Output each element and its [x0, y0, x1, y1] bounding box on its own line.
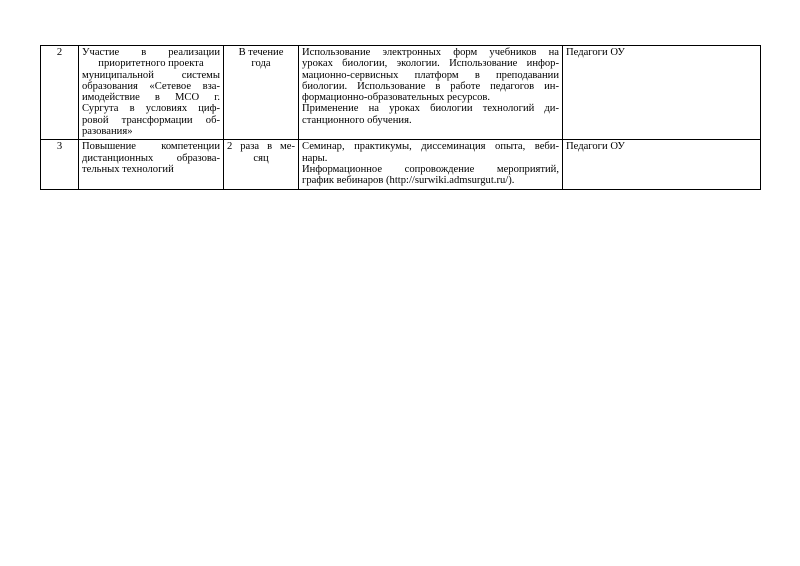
content-line: станционного обучения.: [302, 114, 412, 126]
event-line: Сургута в условиях циф-: [82, 103, 220, 115]
event-line: образования «Сетевое вза-: [82, 80, 220, 92]
time-line: сяц: [253, 152, 269, 164]
content-line: формационно-образовательных ресурсов.: [302, 92, 491, 104]
event-line: ровой трансформации об-: [82, 114, 220, 126]
event-line: муниципальной системы: [82, 69, 220, 81]
content-cell: [299, 46, 563, 140]
content-line: мационно-сервисных платформ в преподавании: [302, 69, 559, 81]
event-line: Участие в реализации: [82, 47, 220, 58]
time-cell: [224, 46, 299, 140]
event-line: приоритетного проекта: [98, 58, 204, 70]
content-line: биологии. Использование в работе педагогов ин-: [302, 80, 559, 92]
time-line: года: [251, 58, 271, 70]
responsible-cell: Педагоги ОУ: [563, 46, 761, 140]
row-number: 3: [41, 140, 79, 189]
content-line: Применение на уроках биологии технологий ди-: [302, 103, 559, 115]
event-cell: [79, 46, 224, 140]
row-number: 2: [41, 46, 79, 140]
event-cell: [79, 140, 224, 189]
time-cell: [224, 140, 299, 189]
content-line: уроках биологии, экологии. Использование инфор-: [302, 58, 559, 70]
event-line: дистанционных образова-: [82, 152, 220, 164]
content-line: Семинар, практикумы, диссеминация опыта, веби-: [302, 141, 559, 153]
event-line: Повышение компетенции: [82, 141, 220, 153]
table-row: [41, 140, 761, 189]
content-line: Использование электронных форм учебников на: [302, 47, 559, 58]
event-line: разования»: [82, 126, 133, 138]
content-line: нары.: [302, 152, 328, 164]
table-row: [41, 46, 761, 140]
content-line: график вебинаров (http://surwiki.admsurgut.ru/).: [302, 175, 515, 187]
responsible-cell: Педагоги ОУ: [563, 140, 761, 189]
time-line: В течение: [238, 47, 284, 58]
event-line: имодействие в МСО г.: [82, 92, 220, 104]
event-line: тельных технологий: [82, 163, 174, 175]
time-line: 2 раза в ме-: [227, 141, 295, 153]
content-line: Информационное сопровождение мероприятий,: [302, 163, 559, 175]
plan-table: [40, 45, 761, 190]
content-cell: [299, 140, 563, 189]
